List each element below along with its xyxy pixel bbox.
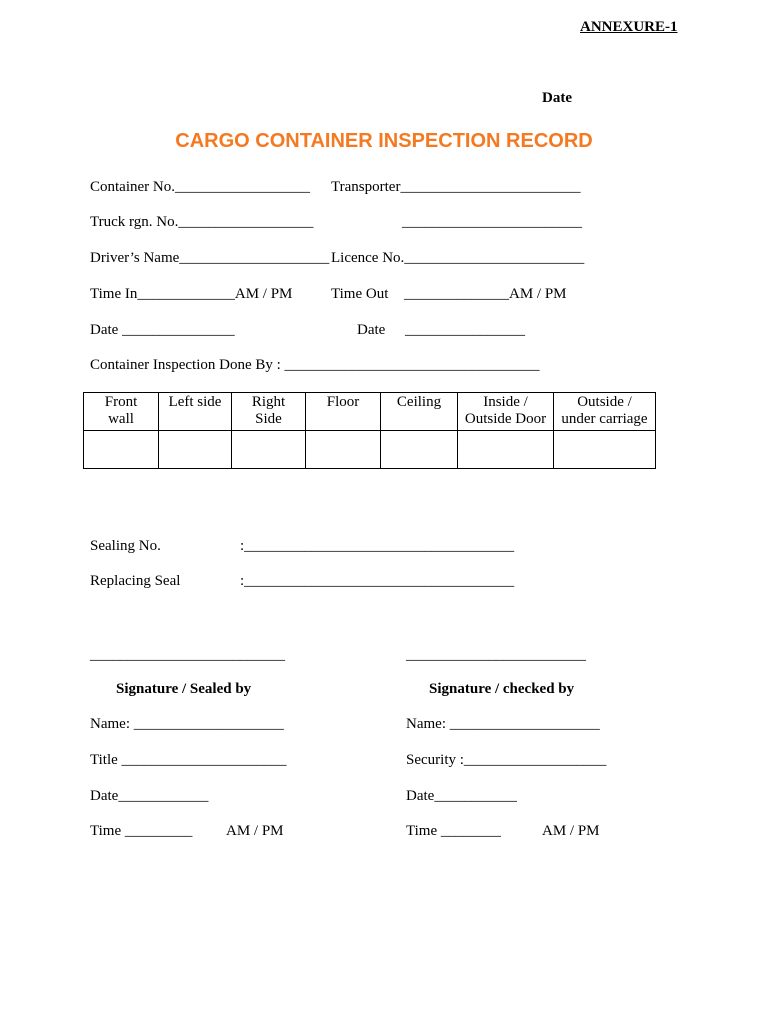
- table-header-row: [84, 393, 656, 431]
- sealed-by-ampm: AM / PM: [226, 823, 284, 839]
- sealed-by-name-field[interactable]: Name: ____________________: [90, 716, 284, 732]
- sealing-no-field[interactable]: :____________________________________: [240, 538, 515, 554]
- signature-left-line[interactable]: __________________________: [90, 647, 285, 663]
- truck-rgn-field[interactable]: Truck rgn. No.__________________: [90, 214, 314, 230]
- time-in-field[interactable]: Time In_____________AM / PM: [90, 286, 293, 302]
- checked-by-ampm: AM / PM: [542, 823, 600, 839]
- cell-inside-outside-door[interactable]: [458, 431, 554, 469]
- sealed-by-time-field[interactable]: Time _________: [90, 823, 193, 839]
- replacing-seal-field[interactable]: :____________________________________: [240, 573, 515, 589]
- cell-right-side[interactable]: [232, 431, 306, 469]
- transporter-continued-field[interactable]: ________________________: [402, 214, 582, 230]
- sealed-by-title-field[interactable]: Title ______________________: [90, 752, 287, 768]
- inspection-done-by-field[interactable]: Container Inspection Done By : __________________________________: [90, 357, 540, 373]
- replacing-seal-label: Replacing Seal: [90, 573, 181, 589]
- header-floor: Floor: [306, 393, 381, 431]
- checked-by-date-field[interactable]: Date___________: [406, 788, 517, 804]
- table-row: [84, 431, 656, 469]
- licence-no-field[interactable]: Licence No.________________________: [331, 250, 585, 266]
- drivers-name-field[interactable]: Driver’s Name____________________: [90, 250, 330, 266]
- inspection-table: [83, 392, 656, 469]
- date-right-field[interactable]: ________________: [405, 322, 525, 338]
- page-title: CARGO CONTAINER INSPECTION RECORD: [175, 130, 593, 152]
- cell-floor[interactable]: [306, 431, 381, 469]
- signature-sealed-by-heading: Signature / Sealed by: [116, 681, 252, 697]
- container-no-field[interactable]: Container No.__________________: [90, 179, 310, 195]
- cell-ceiling[interactable]: [381, 431, 458, 469]
- signature-checked-by-heading: Signature / checked by: [429, 681, 575, 697]
- checked-by-name-field[interactable]: Name: ____________________: [406, 716, 600, 732]
- checked-by-time-field[interactable]: Time ________: [406, 823, 501, 839]
- sealed-by-date-field[interactable]: Date____________: [90, 788, 209, 804]
- date-label: Date: [542, 90, 572, 106]
- annexure-label: ANNEXURE-1: [580, 19, 678, 35]
- signature-right-line[interactable]: ________________________: [406, 647, 586, 663]
- cell-left-side[interactable]: [159, 431, 232, 469]
- transporter-field[interactable]: Transporter________________________: [331, 179, 581, 195]
- cell-front-wall[interactable]: [84, 431, 159, 469]
- header-right-side: Right Side: [232, 393, 306, 431]
- time-out-field[interactable]: ______________AM / PM: [404, 286, 567, 302]
- header-inside-outside-door: Inside / Outside Door: [458, 393, 554, 431]
- header-front-wall: Front wall: [84, 393, 159, 431]
- header-left-side: Left side: [159, 393, 232, 431]
- checked-by-security-field[interactable]: Security :___________________: [406, 752, 607, 768]
- header-ceiling: Ceiling: [381, 393, 458, 431]
- time-out-label: Time Out: [331, 286, 389, 302]
- sealing-no-label: Sealing No.: [90, 538, 161, 554]
- date-left-field[interactable]: Date _______________: [90, 322, 235, 338]
- date-right-label: Date: [357, 322, 386, 338]
- header-outside-under-carriage: Outside / under carriage: [554, 393, 656, 431]
- cell-outside-under-carriage[interactable]: [554, 431, 656, 469]
